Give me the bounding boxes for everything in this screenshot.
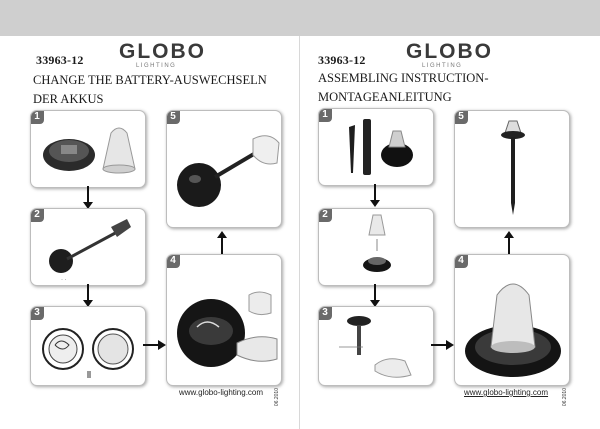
- document-ref: 06.2010: [562, 388, 568, 407]
- page-title-line1: ASSEMBLING INSTRUCTION-: [318, 71, 489, 85]
- page-title-line1: CHANGE THE BATTERY-AUSWECHSELN: [33, 73, 267, 87]
- globo-logo: GLOBO: [119, 40, 206, 63]
- step-2-panel: [318, 208, 434, 286]
- lamp-head-illustration: [31, 111, 145, 187]
- step-4-panel: [454, 254, 570, 386]
- step-number: 4: [454, 254, 468, 268]
- arrow-down-icon: [82, 186, 94, 210]
- step-number: 5: [166, 110, 180, 124]
- step-1-panel: [30, 110, 146, 188]
- website-url: www.globo-lighting.com: [179, 388, 264, 397]
- top-gray-bar: [0, 0, 600, 36]
- arrow-down-icon: [369, 184, 381, 208]
- assemble-head-illustration: [319, 209, 433, 285]
- arrow-down-icon: [369, 284, 381, 308]
- insert-battery-illustration: [167, 255, 281, 385]
- step-number: 2: [30, 208, 44, 222]
- logo-subtitle: LIGHTING: [136, 63, 177, 69]
- arrow-right-icon: [431, 339, 455, 351]
- step-number: 5: [454, 110, 468, 124]
- step-number: 1: [318, 108, 332, 122]
- step-2-panel: [30, 208, 146, 286]
- step-number: 1: [30, 110, 44, 124]
- close-cover-illustration: [167, 111, 281, 227]
- product-code: 33963-12: [36, 53, 84, 67]
- logo-subtitle: LIGHTING: [422, 63, 463, 69]
- arrow-up-icon: [503, 230, 515, 254]
- step-3-panel: [30, 306, 146, 386]
- screwdriver-illustration: [31, 209, 145, 285]
- website-url: www.globo-lighting.com: [464, 388, 549, 397]
- right-page: [300, 36, 600, 429]
- arrow-up-icon: [216, 230, 228, 254]
- arrow-down-icon: [82, 284, 94, 308]
- step-number: 4: [166, 254, 180, 268]
- lamp-closeup-illustration: [455, 255, 569, 385]
- product-code: 33963-12: [318, 53, 366, 67]
- step-3-panel: [318, 306, 434, 386]
- left-page: [0, 36, 300, 429]
- svg-text:· ·: · ·: [61, 277, 67, 283]
- step-number: 3: [318, 306, 332, 320]
- step-4-panel: [166, 254, 282, 386]
- step-5-panel: [166, 110, 282, 228]
- arrow-right-icon: [143, 339, 167, 351]
- switch-on-illustration: [319, 307, 433, 385]
- assembled-lamp-illustration: [455, 111, 569, 227]
- step-1-panel: [318, 108, 434, 186]
- page-title-line2: DER AKKUS: [33, 92, 104, 106]
- step-number: 2: [318, 208, 332, 222]
- battery-compartment-illustration: [31, 307, 145, 385]
- step-5-panel: [454, 110, 570, 228]
- page-title-line2: MONTAGEANLEITUNG: [318, 90, 452, 104]
- step-number: 3: [30, 306, 44, 320]
- parts-illustration: [319, 109, 433, 185]
- document-ref: 06.2010: [274, 388, 280, 407]
- globo-logo: GLOBO: [406, 40, 493, 63]
